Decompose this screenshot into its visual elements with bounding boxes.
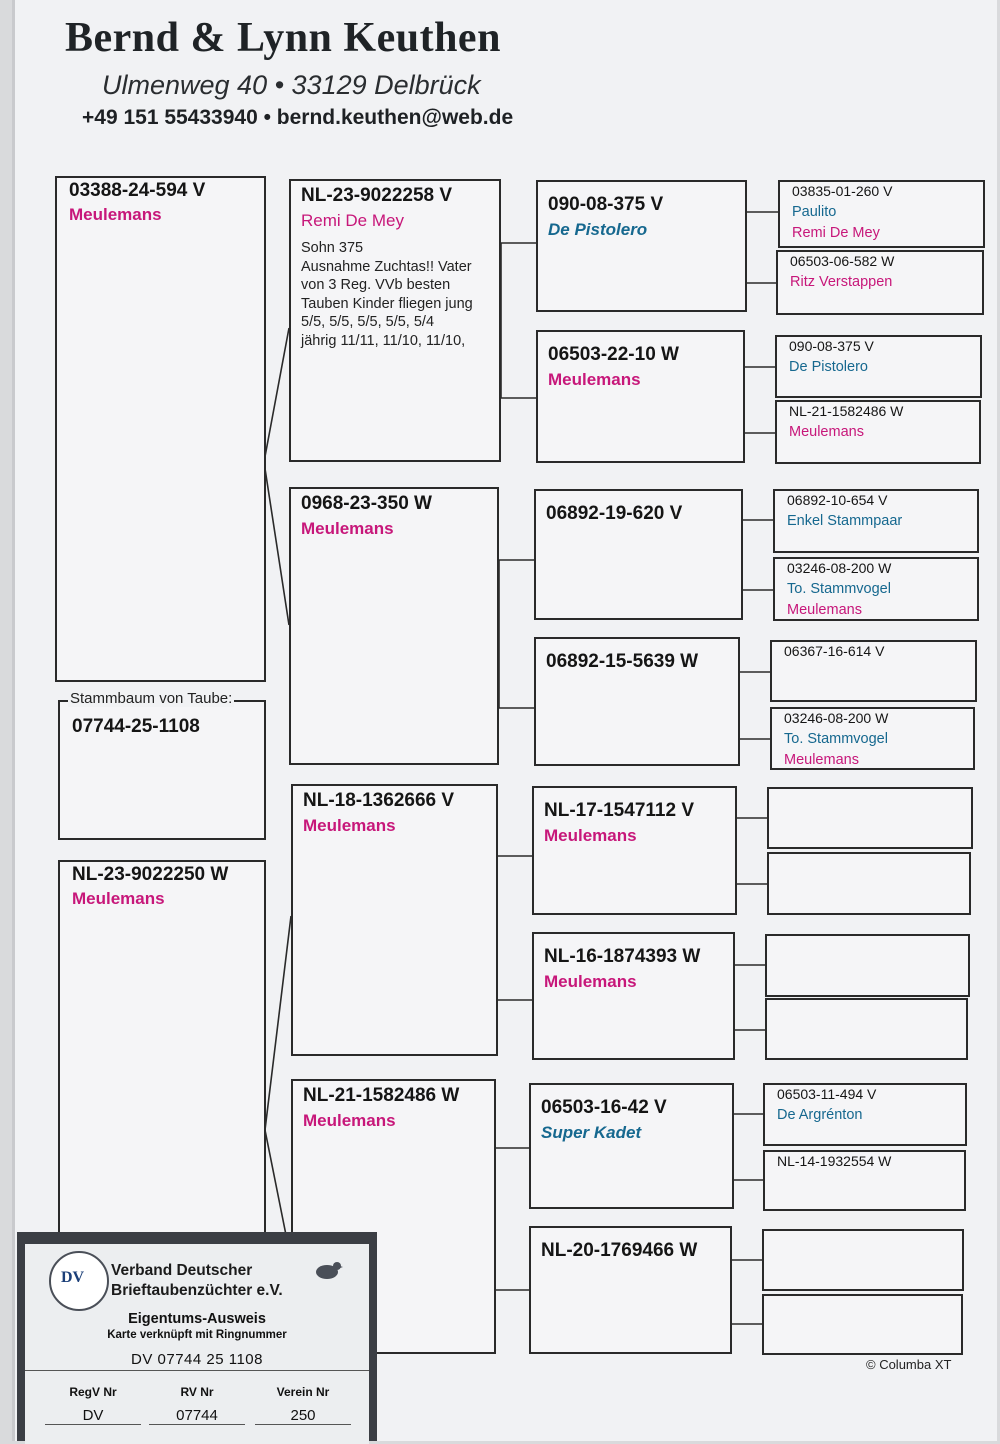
gen3-name: Meulemans [548,370,641,389]
field-label: RegV Nr [69,1385,117,1399]
gen3-box [532,786,737,915]
gen4-ring: 06892-10-654 V [787,492,888,508]
card-ring-number: DV 07744 25 1108 [25,1351,369,1371]
gen4-ring: 03835-01-260 V [792,183,893,199]
breeder-address: Ulmenweg 40 • 33129 Delbrück [102,70,481,100]
gen4-ring: 06367-16-614 V [784,643,885,659]
gen4-line1: Enkel Stammpaar [787,513,903,529]
gen3-ring: 06503-22-10 W [548,344,679,365]
gen4-box [775,400,981,464]
gen4-box-empty [762,1229,964,1291]
dam-name: Meulemans [72,889,165,908]
connector-sire [264,328,289,625]
connector-dd [495,1148,529,1290]
connector-g3-3 [739,672,770,739]
gen4-box [763,1083,967,1146]
gen3-box [536,330,745,463]
gen4-line1: De Pistolero [789,359,868,375]
gen4-box-empty [767,787,973,849]
gen3-name: Super Kadet [541,1123,642,1142]
gen4-line1: To. Stammvogel [784,731,888,747]
ownership-card-inner [25,1244,369,1444]
gen4-ring: 03246-08-200 W [784,710,889,726]
dam-dam-name: Meulemans [303,1111,396,1130]
gen3-box [534,637,740,766]
connector-ds [497,856,532,1000]
sire-dam-box [289,487,499,765]
copyright: © Columba XT [866,1357,952,1372]
gen4-line1: De Argrénton [777,1107,863,1123]
sire-sire-ring: NL-23-9022258 V [301,185,453,206]
gen4-box [773,557,979,621]
gen4-box-empty [767,852,971,915]
breeder-name: Bernd & Lynn Keuthen [65,15,501,61]
gen4-line1: Paulito [792,204,837,220]
note-line: von 3 Reg. VVb besten [301,277,451,293]
card-field-regv [45,1385,141,1425]
gen4-box [770,640,977,702]
gen3-ring: 06892-15-5639 W [546,651,699,672]
connector-g3-7 [731,1260,762,1324]
subject-box [58,700,266,840]
gen4-box-empty [765,934,970,997]
connector-g3-0 [745,212,778,283]
gen4-box [763,1150,966,1211]
gen3-name: Meulemans [544,826,637,845]
note-line: jährig 11/11, 11/10, 11/10, [301,332,466,349]
gen4-ring: 06503-11-494 V [777,1086,877,1102]
field-value: 250 [255,1407,351,1425]
gen4-ring: 090-08-375 V [789,338,874,354]
gen4-ring: NL-14-1932554 W [777,1153,892,1169]
gen4-line1: Meulemans [789,424,864,440]
note-line: Sohn 375 [301,240,364,256]
sire-sire-name: Remi De Mey [301,211,404,230]
sire-ring: 03388-24-594 V [69,180,206,201]
breeder-contact: +49 151 55433940 • bernd.keuthen@web.de [82,106,514,129]
gen4-ring: 03246-08-200 W [787,560,892,576]
sire-name: Meulemans [69,205,162,224]
gen4-box [770,707,975,770]
gen3-ring: 090-08-375 V [548,194,664,215]
gen3-box [536,180,747,312]
card-field-verein [255,1385,351,1425]
gen3-box [529,1226,732,1354]
gen4-line1: To. Stammvogel [787,581,891,597]
gen3-ring: 06892-19-620 V [546,503,683,524]
note-line: Ausnahme Zuchtas!! Vater [301,258,472,275]
gen3-box [534,489,743,620]
gen4-line1: Ritz Verstappen [790,274,893,290]
connector-ss [501,243,536,398]
field-value: DV [45,1407,141,1425]
gen3-box [529,1083,734,1209]
sire-dam-ring: 0968-23-350 W [301,493,432,514]
card-subtitle: Karte verknüpft mit Ringnummer [107,1329,287,1341]
gen3-ring: NL-20-1769466 W [541,1240,698,1261]
connector-g3-4 [736,818,767,884]
sire-box [55,176,266,682]
gen3-ring: NL-17-1547112 V [544,800,694,821]
gen4-box-empty [765,998,968,1060]
association-logo-icon [49,1251,109,1311]
gen4-box-empty [762,1294,963,1355]
pigeon-icon [313,1258,343,1282]
sire-sire-notes [301,239,499,350]
connector-g3-2 [742,520,773,590]
gen4-box [775,335,982,398]
connector-g3-6 [733,1114,763,1180]
sire-dam-name: Meulemans [301,519,394,538]
dam-sire-ring: NL-18-1362666 V [303,790,455,811]
gen3-ring: 06503-16-42 V [541,1097,667,1118]
gen4-line2: Remi De Mey [792,225,880,241]
subject-legend: Stammbaum von Taube: [70,690,233,707]
gen4-ring: NL-21-1582486 W [789,403,904,419]
ownership-card [17,1232,377,1441]
field-label: Verein Nr [276,1385,330,1399]
dam-dam-ring: NL-21-1582486 W [303,1085,460,1106]
card-title: Eigentums-Ausweis [128,1311,266,1327]
subject-ring: 07744-25-1108 [72,716,200,737]
field-value: 07744 [149,1407,245,1425]
association-name [111,1261,283,1301]
gen3-box [532,932,735,1060]
gen4-line2: Meulemans [784,752,859,768]
gen4-ring: 06503-06-582 W [790,253,895,269]
card-field-rv [149,1385,245,1425]
association-line2: Brieftaubenzüchter e.V. [111,1282,283,1299]
dam-box [58,860,266,1260]
field-label: RV Nr [180,1385,214,1399]
note-line: 5/5, 5/5, 5/5, 5/5, 5/4 [301,314,435,330]
connector-dam [265,916,291,1260]
gen4-line2: Meulemans [787,602,862,618]
logo-text: DV [61,1269,85,1286]
gen3-name: De Pistolero [548,220,648,239]
dam-ring: NL-23-9022250 W [72,864,229,885]
dam-sire-box [291,784,498,1056]
sire-sire-box [289,179,501,462]
gen4-box [778,180,985,248]
association-line1: Verband Deutscher [111,1262,253,1279]
gen4-box [776,250,984,315]
connector-g3-1 [744,367,775,433]
connector-sd [499,560,534,708]
dam-sire-name: Meulemans [303,816,396,835]
note-line: Tauben Kinder fliegen jung [301,295,473,312]
gen3-name: Meulemans [544,972,637,991]
gen4-box [773,489,979,553]
connector-g3-5 [734,965,765,1030]
gen3-ring: NL-16-1874393 W [544,946,701,967]
